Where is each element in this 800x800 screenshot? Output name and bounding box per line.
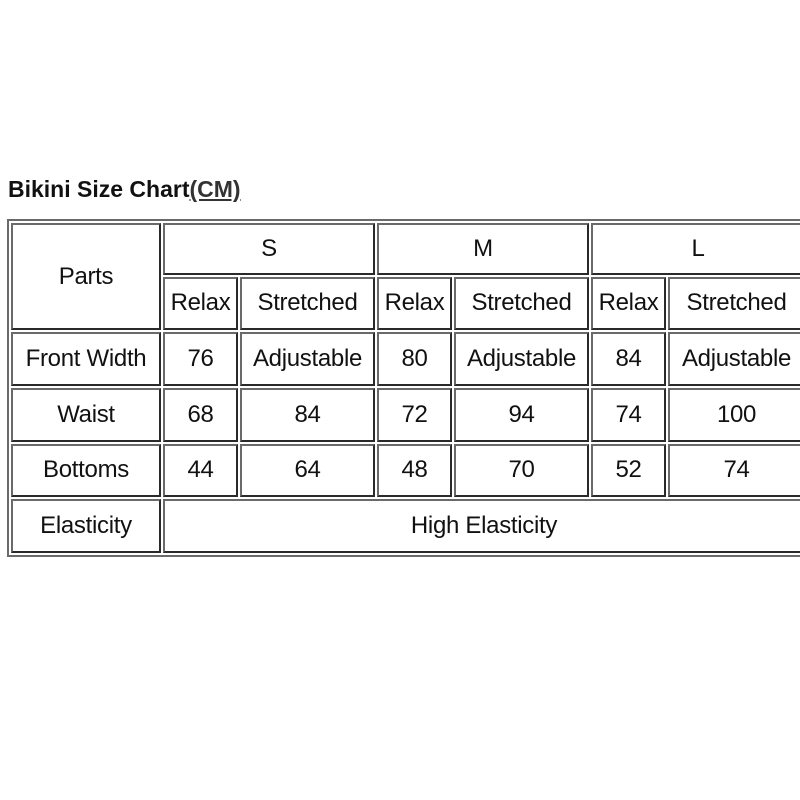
table-row-elasticity — [11, 499, 800, 553]
cell-value: 48 — [377, 444, 452, 498]
size-header-l: L — [591, 223, 800, 275]
row-label: Bottoms — [11, 444, 161, 498]
stretched-header: Stretched — [668, 277, 800, 331]
title-text: Bikini Size Chart — [8, 176, 190, 202]
cell-value: 64 — [240, 444, 375, 498]
elasticity-value: High Elasticity — [163, 499, 800, 553]
cell-value: 80 — [377, 332, 452, 386]
cell-value: 72 — [377, 388, 452, 442]
row-label: Waist — [11, 388, 161, 442]
cell-value: Adjustable — [240, 332, 375, 386]
cell-value: 74 — [668, 444, 800, 498]
relax-header: Relax — [591, 277, 666, 331]
cell-value: 100 — [668, 388, 800, 442]
cell-value: 44 — [163, 444, 238, 498]
cell-value: 70 — [454, 444, 589, 498]
cell-value: 84 — [591, 332, 666, 386]
size-header-row — [11, 223, 800, 275]
table-row-waist — [11, 388, 800, 442]
parts-header: Parts — [11, 223, 161, 330]
chart-title — [8, 176, 241, 203]
cell-value: 68 — [163, 388, 238, 442]
cell-value: 74 — [591, 388, 666, 442]
size-header-s: S — [163, 223, 375, 275]
row-label: Elasticity — [11, 499, 161, 553]
cell-value: 76 — [163, 332, 238, 386]
title-unit: (CM) — [189, 176, 241, 202]
cell-value: 94 — [454, 388, 589, 442]
relax-header: Relax — [163, 277, 238, 331]
size-header-m: M — [377, 223, 589, 275]
size-chart-table — [7, 219, 800, 557]
cell-value: Adjustable — [668, 332, 800, 386]
relax-header: Relax — [377, 277, 452, 331]
stretched-header: Stretched — [454, 277, 589, 331]
row-label: Front Width — [11, 332, 161, 386]
cell-value: 84 — [240, 388, 375, 442]
table-row-front-width — [11, 332, 800, 386]
cell-value: Adjustable — [454, 332, 589, 386]
cell-value: 52 — [591, 444, 666, 498]
table-row-bottoms — [11, 444, 800, 498]
stretched-header: Stretched — [240, 277, 375, 331]
